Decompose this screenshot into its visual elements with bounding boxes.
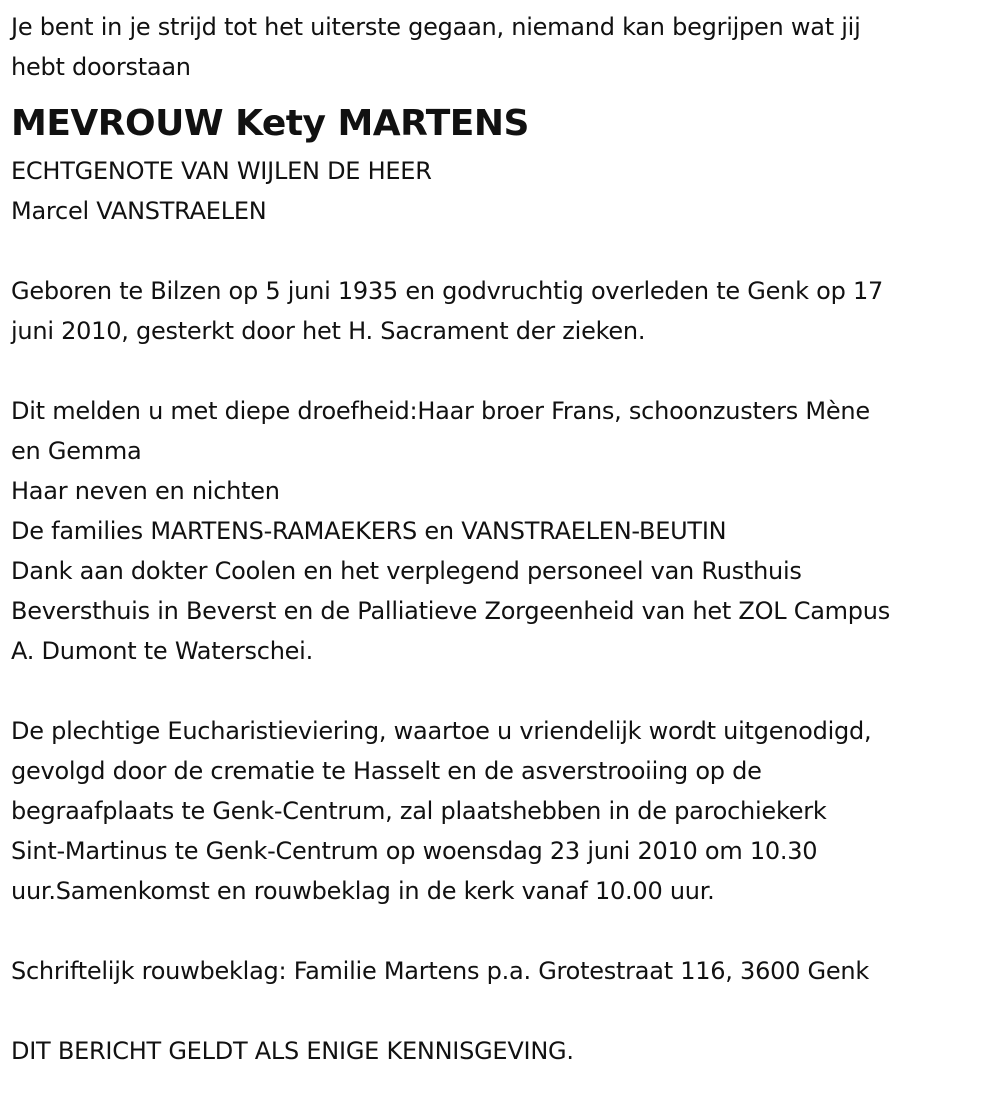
spouse-line: ECHTGENOTE VAN WIJLEN DE HEER bbox=[11, 157, 432, 185]
family-line: en Gemma bbox=[11, 437, 142, 465]
family-line: A. Dumont te Waterschei. bbox=[11, 637, 313, 665]
ceremony-line: gevolgd door de crematie te Hasselt en de asverstrooiing op de bbox=[11, 757, 762, 785]
birth-death-line: Geboren te Bilzen op 5 juni 1935 en godvruchtig overleden te Genk op 17 bbox=[11, 277, 883, 305]
obituary-notice bbox=[11, 7, 996, 1071]
family-paragraph bbox=[11, 391, 996, 671]
ceremony-line: Sint-Martinus te Genk-Centrum op woensdag 23 juni 2010 om 10.30 bbox=[11, 837, 818, 865]
ceremony-line: begraafplaats te Genk-Centrum, zal plaatshebben in de parochiekerk bbox=[11, 797, 827, 825]
spacer bbox=[11, 671, 996, 711]
condolence-address: Schriftelijk rouwbeklag: Familie Martens p.a. Grotestraat 116, 3600 Genk bbox=[11, 957, 869, 985]
motto bbox=[11, 7, 996, 87]
motto-line: Je bent in je strijd tot het uiterste gegaan, niemand kan begrijpen wat jij bbox=[11, 13, 861, 41]
family-line: Dank aan dokter Coolen en het verplegend personeel van Rusthuis bbox=[11, 557, 802, 585]
spacer bbox=[11, 231, 996, 271]
ceremony-line: uur.Samenkomst en rouwbeklag in de kerk vanaf 10.00 uur. bbox=[11, 877, 715, 905]
ceremony-line: De plechtige Eucharistieviering, waartoe u vriendelijk wordt uitgenodigd, bbox=[11, 717, 872, 745]
spouse-block bbox=[11, 151, 996, 231]
notice-statement: DIT BERICHT GELDT ALS ENIGE KENNISGEVING. bbox=[11, 1037, 574, 1065]
spacer bbox=[11, 911, 996, 951]
motto-line: hebt doorstaan bbox=[11, 53, 191, 81]
spouse-line: Marcel VANSTRAELEN bbox=[11, 197, 267, 225]
deceased-name: MEVROUW Kety MARTENS bbox=[11, 103, 529, 144]
ceremony-paragraph bbox=[11, 711, 996, 911]
spacer bbox=[11, 351, 996, 391]
family-line: Beversthuis in Beverst en de Palliatieve Zorgeenheid van het ZOL Campus bbox=[11, 597, 891, 625]
birth-death-paragraph bbox=[11, 271, 996, 351]
family-line: De families MARTENS-RAMAEKERS en VANSTRAELEN-BEUTIN bbox=[11, 517, 727, 545]
family-line: Haar neven en nichten bbox=[11, 477, 280, 505]
spacer bbox=[11, 991, 996, 1031]
family-line: Dit melden u met diepe droefheid:Haar broer Frans, schoonzusters Mène bbox=[11, 397, 870, 425]
birth-death-line: juni 2010, gesterkt door het H. Sacrament der zieken. bbox=[11, 317, 646, 345]
